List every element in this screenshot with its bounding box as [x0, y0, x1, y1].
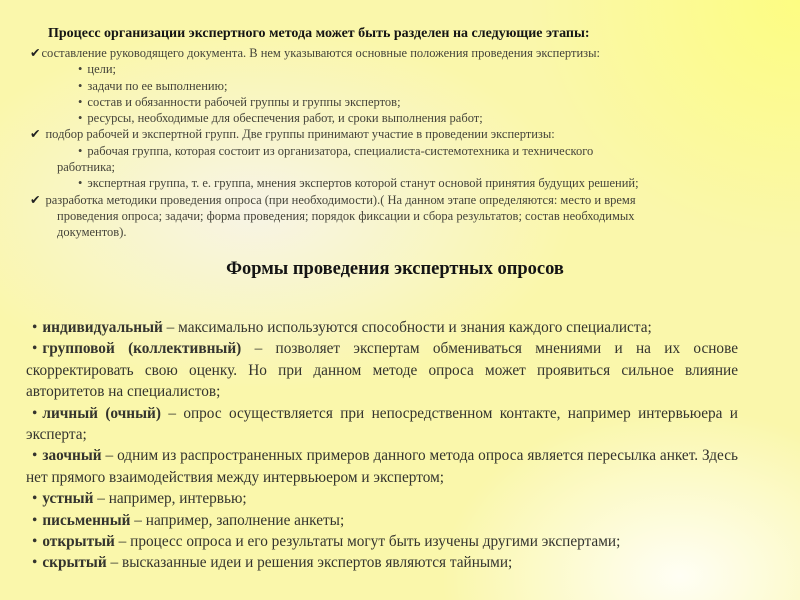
stage-item-text: рабочая группа, которая состоит из организатора, специалиста-системотехника и технического	[87, 143, 594, 158]
bullet-icon: •	[32, 533, 38, 551]
bullet-icon: •	[32, 447, 38, 465]
stage-sub-item	[78, 110, 745, 126]
check-icon: ✔	[30, 45, 41, 60]
forms-heading: Формы проведения экспертных опросов	[226, 259, 564, 279]
form-item-description: – высказанные идеи и решения экспертов являются тайными;	[106, 554, 513, 572]
form-item-term: открытый	[42, 533, 115, 551]
stage-item-text: задачи по ее выполнению;	[87, 78, 228, 93]
form-item-description: – одним из распространенных примеров данного метода опроса является пересылка анкет. Здесь нет прямого взаимодействия между интервьюером и экспертом;	[26, 447, 738, 486]
form-item-term: личный (очный)	[42, 404, 161, 422]
stage-item-text: разработка методики проведения опроса (при необходимости).( На данном этапе определяются: место и время	[45, 192, 636, 207]
stage-item	[30, 126, 745, 142]
stage-sub-item	[78, 78, 745, 94]
stage-item-continuation	[57, 224, 745, 240]
stage-item-text: экспертная группа, т. е. группа, мнения экспертов которой станут основой принятия будущих решений;	[87, 176, 639, 191]
stage-sub-item	[78, 61, 745, 77]
form-item	[26, 338, 738, 402]
check-icon: ✔	[30, 126, 41, 142]
bullet-icon: •	[32, 511, 38, 529]
form-item	[26, 488, 738, 509]
form-item-term: заочный	[42, 447, 102, 465]
bullet-icon: •	[32, 319, 38, 336]
form-item-description: – процесс опроса и его результаты могут быть изучены другими экспертами;	[114, 533, 621, 551]
stage-sub-item	[78, 94, 745, 110]
stage-item	[30, 45, 745, 61]
form-item-term: скрытый	[42, 554, 107, 572]
form-item-term: индивидуальный	[42, 319, 163, 336]
stage-item-text: ресурсы, необходимые для обеспечения работ, и сроки выполнения работ;	[87, 111, 483, 126]
bullet-icon: •	[78, 143, 83, 158]
bullet-icon: •	[78, 78, 83, 93]
forms-list	[26, 317, 738, 574]
form-item	[26, 552, 738, 573]
stage-item-text: состав и обязанности рабочей группы и группы экспертов;	[87, 94, 401, 109]
stage-item	[30, 192, 745, 208]
stage-item-continuation	[57, 208, 745, 224]
bullet-icon: •	[78, 111, 83, 126]
stage-item-text: документов).	[57, 225, 127, 240]
stage-item-text: цели;	[87, 62, 117, 77]
form-item-term: устный	[42, 490, 94, 508]
form-item-description: – позволяет экспертам обмениваться мнениями и на их основе скорректировать свою оценку. Но при данном методе опроса может проявиться сильное влияние авторитетов на специалистов;	[26, 340, 738, 401]
bullet-icon: •	[32, 404, 38, 422]
stage-item-text: проведения опроса; задачи; форма проведения; порядок фиксации и сбора результатов; состав необходимых	[57, 208, 635, 223]
stage-list	[0, 25, 745, 241]
form-item	[26, 531, 738, 552]
stage-item-text: работника;	[57, 160, 115, 175]
form-item	[26, 510, 738, 531]
form-item-term: письменный	[42, 511, 131, 529]
stage-list-title: Процесс организации экспертного метода может быть разделен на следующие этапы:	[48, 26, 590, 41]
form-item-description: – опрос осуществляется при непосредственном контакте, например интервьюера и эксперта;	[26, 404, 738, 444]
bullet-icon: •	[32, 554, 38, 572]
bullet-icon: •	[32, 490, 38, 508]
form-item	[26, 317, 738, 338]
stage-item-text: составление руководящего документа. В нем указываются основные положения проведения экспертизы:	[41, 46, 600, 60]
bullet-icon: •	[78, 94, 83, 109]
stage-item-continuation	[57, 159, 745, 175]
form-item-description: – максимально используются способности и знания каждого специалиста;	[162, 319, 652, 336]
stage-item-text: подбор рабочей и экспертной групп. Две группы принимают участие в проведении экспертизы:	[45, 127, 555, 142]
check-icon: ✔	[30, 191, 41, 207]
bullet-icon: •	[78, 62, 83, 77]
bullet-icon: •	[78, 176, 83, 191]
stage-sub-item	[78, 143, 745, 159]
form-item-term: групповой (коллективный)	[42, 340, 242, 358]
form-item	[26, 445, 738, 488]
bullet-icon: •	[32, 340, 38, 358]
form-item	[26, 403, 738, 446]
form-item-description: – например, заполнение анкеты;	[130, 511, 345, 529]
stage-sub-item	[78, 175, 745, 191]
form-item-description: – например, интервью;	[93, 490, 247, 508]
